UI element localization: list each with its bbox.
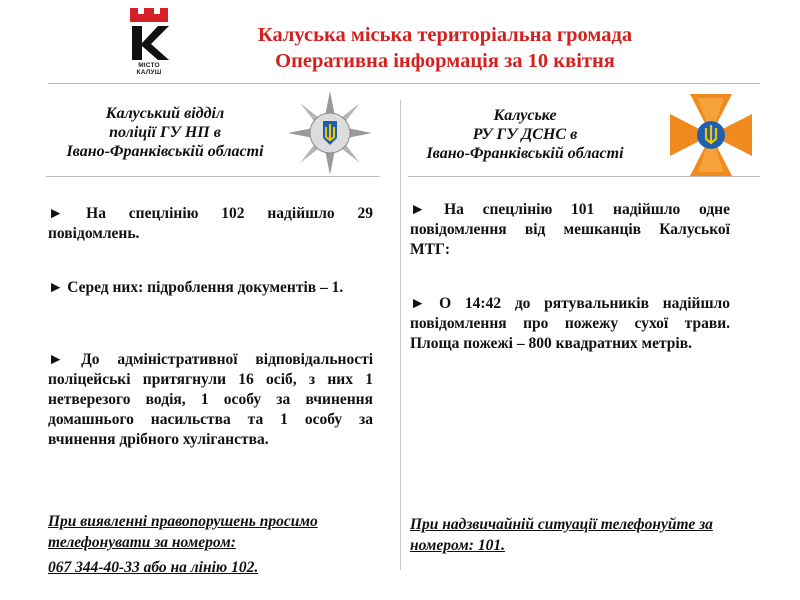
police-contact-note: При виявленні правопорушень просимо телефонувати за номером:: [48, 513, 318, 551]
police-unit-line: Івано-Франківській області: [66, 143, 264, 160]
section-divider: [46, 176, 380, 177]
national-police-star-icon: [285, 88, 375, 178]
police-unit-name: [30, 104, 300, 161]
police-paragraph: ► Серед них: підроблення документів – 1.: [48, 279, 344, 296]
header-divider: [48, 83, 760, 84]
police-paragraph: ► До адміністративної відповідальності поліцейські притягнули 16 осіб, з них 1 нетверезого водія, 1 особу за вчинення домашнього насильства та 1 особу за вчинення дрібного хуліганства.: [48, 351, 373, 448]
logo-caption: МІСТО КАЛУШ: [136, 62, 162, 76]
dsns-unit-line: РУ ГУ ДСНС в: [472, 126, 578, 143]
dsns-paragraph: ► О 14:42 до рятувальників надійшло повідомлення про пожежу сухої трави. Площа пожежі – 800 квадратних метрів.: [410, 295, 730, 352]
police-paragraph: ► На спецлінію 102 надійшло 29 повідомлень.: [48, 205, 373, 242]
police-unit-line: Калуський відділ: [105, 105, 225, 122]
column-divider: [400, 100, 401, 570]
dsns-unit-name: [392, 106, 658, 163]
dsns-unit-line: Калуське: [493, 107, 557, 124]
dsns-cross-icon: [668, 92, 754, 178]
page-title: Калуська міська територіальна громада: [257, 24, 633, 46]
section-divider: [408, 176, 760, 177]
police-phone-number: 067 344-40-33 або на лінію 102.: [48, 559, 259, 576]
dsns-unit-line: Івано-Франківській області: [426, 145, 624, 162]
police-unit-line: поліції ГУ НП в: [109, 124, 221, 141]
page-subtitle: Оперативна інформація за 10 квітня: [275, 50, 615, 72]
dsns-contact-note: При надзвичайній ситуації телефонуйте за номером: 101.: [410, 516, 713, 554]
dsns-paragraph: ► На спецлінію 101 надійшло одне повідомлення від мешканців Калуської МТГ:: [410, 201, 730, 258]
